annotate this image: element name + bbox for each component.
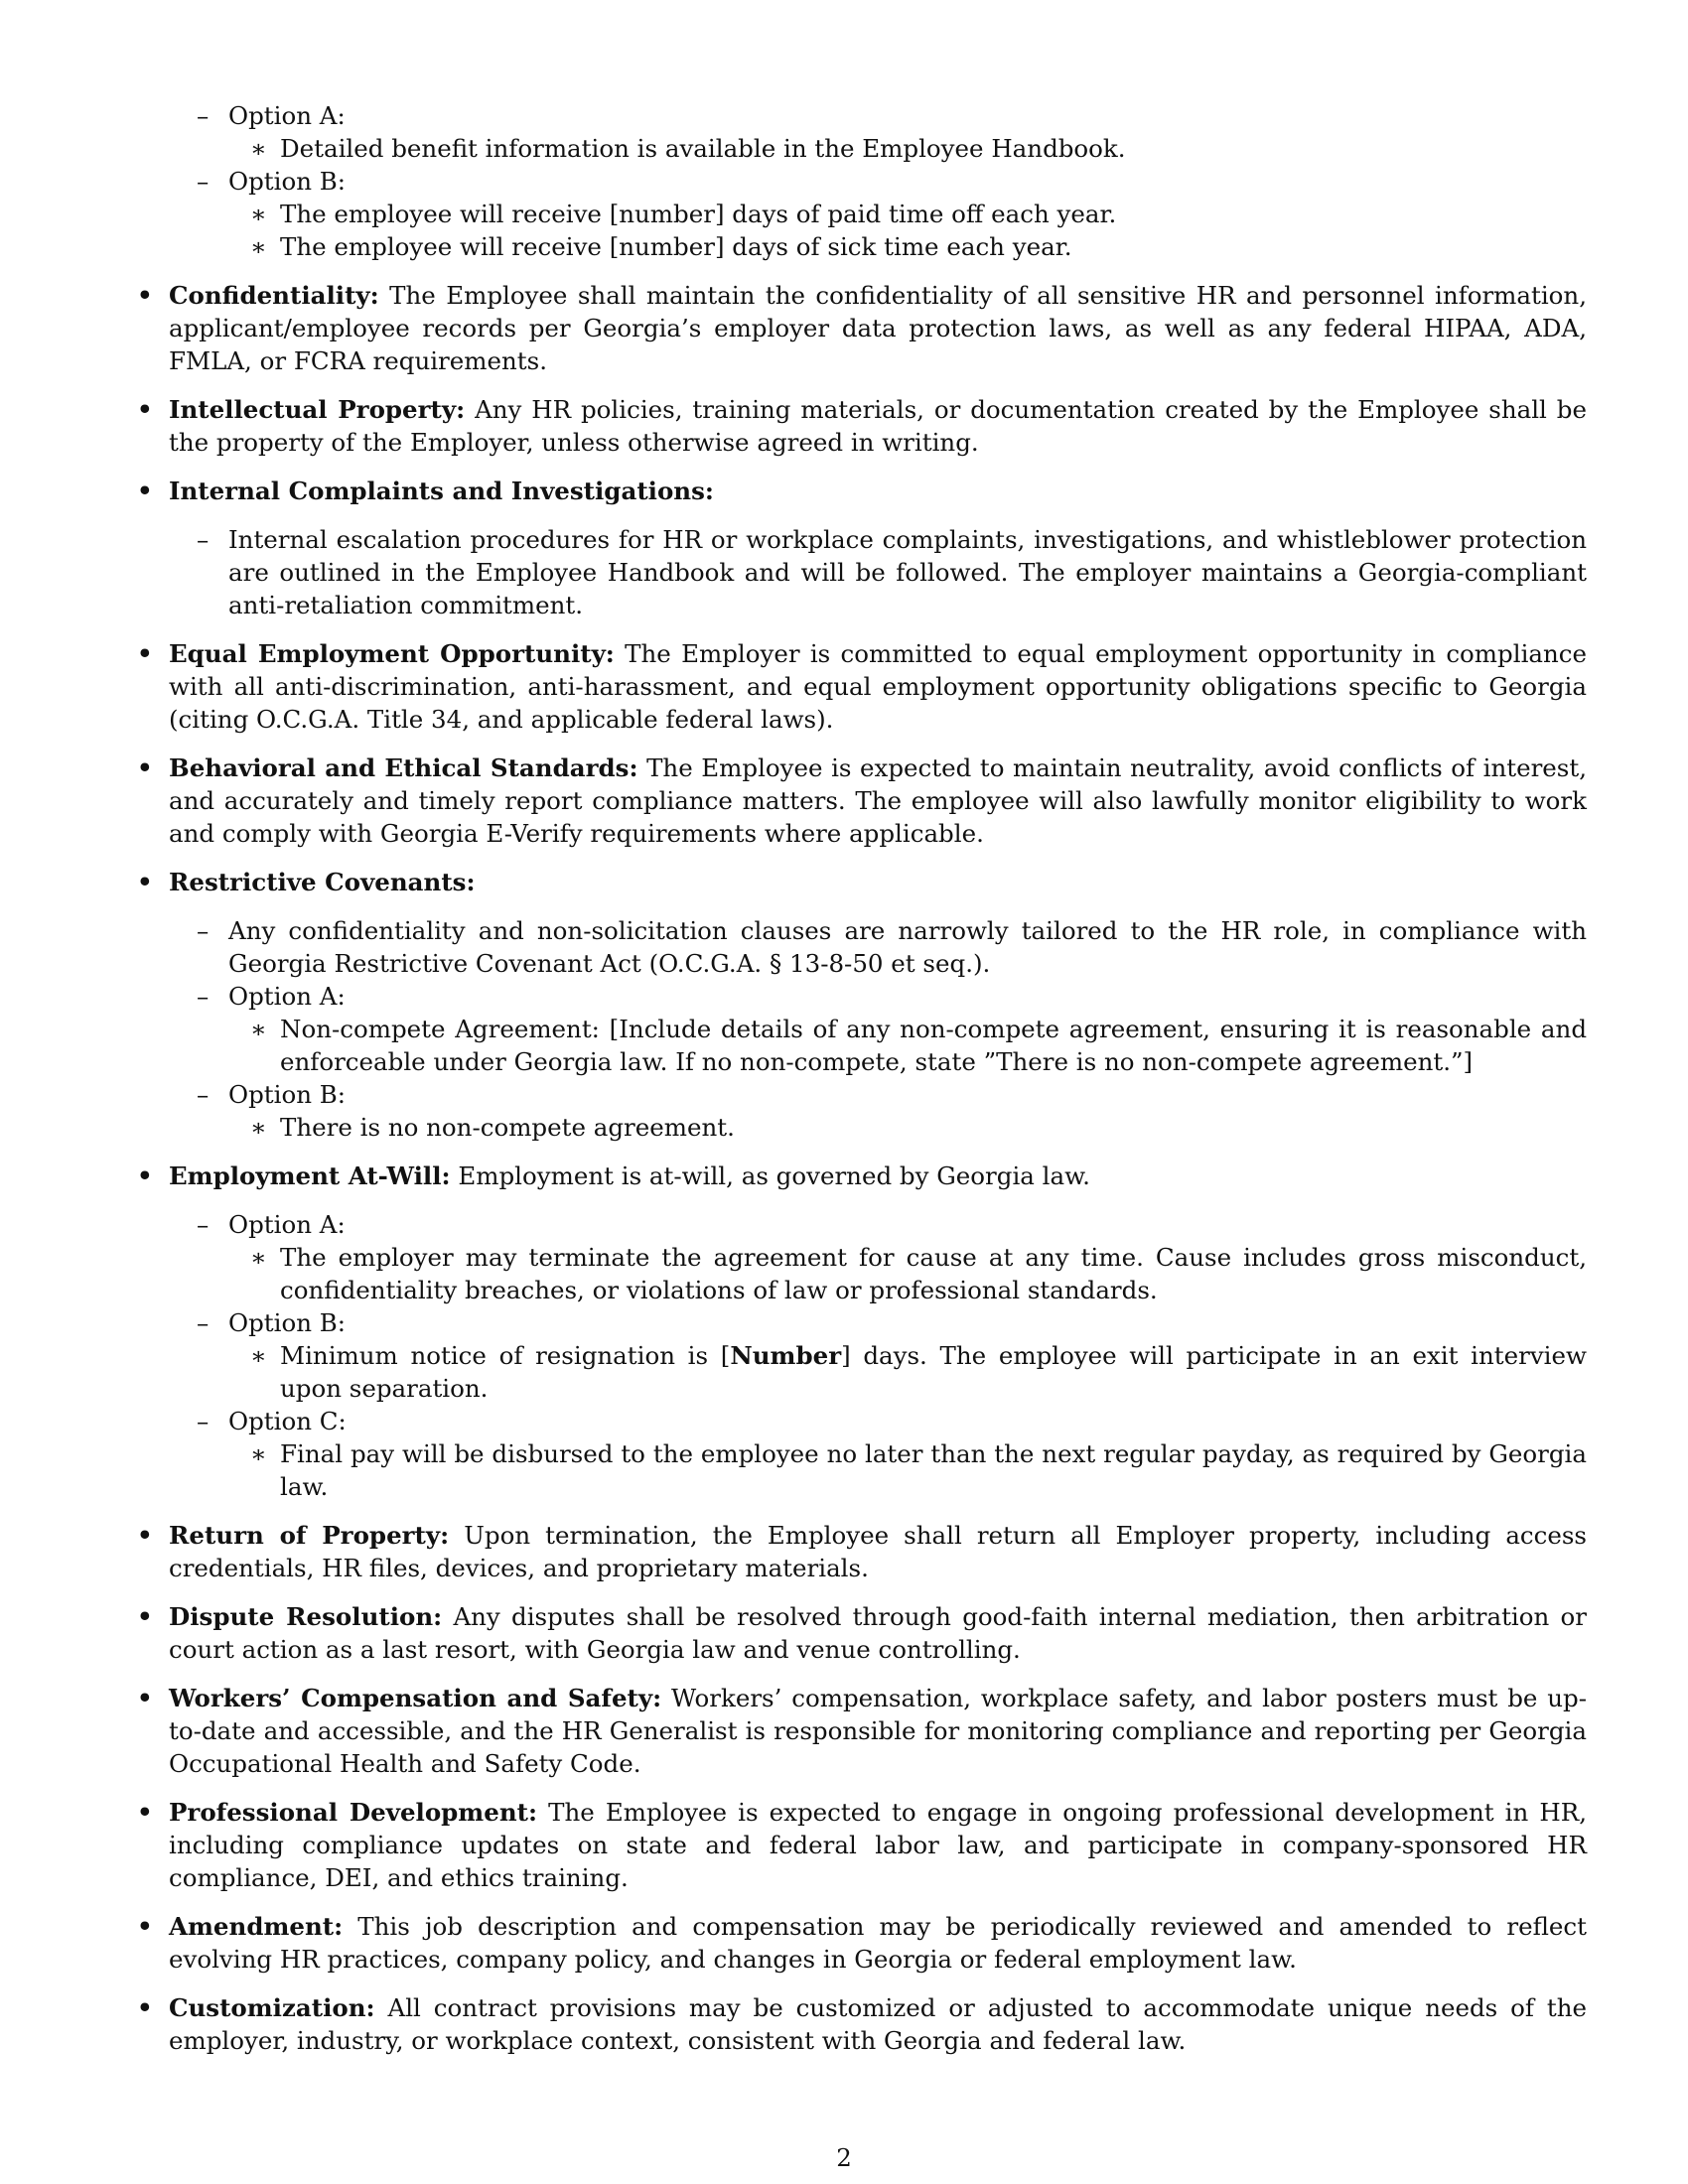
return-of-property-clause: • Return of Property: Upon termination, the Employee shall return all Employer property, including access credentials, HR files, devices, and proprietary materials.: [137, 1521, 1588, 1582]
bullet-marker: •: [137, 639, 153, 668]
customization-clause: • Customization: All contract provisions may be customized or adjusted to accommodate unique needs of the employer, industry, or workplace context, consistent with Georgia and federal law.: [137, 1993, 1587, 2055]
dash-marker: –: [197, 1210, 210, 1239]
at-will-clause: • Employment At-Will: Employment is at-will, as governed by Georgia law. – Option A: ∗ The employer may terminate the agreement for cause at any time. Cause includes gross misconduct, confidentiality breaches, or violations of law or professional standards. – Option B: ∗ Minimum notice of resignation is [Number] days. The employee will participate in an exit interview upon separation. – Option C: ∗ Final pay will be disbursed to the employee no later than the next regular payday, as required by Georgia law.: [137, 1161, 1587, 1501]
option-b-item: ∗ The employee will receive [number] days of paid time off each year.: [250, 200, 1117, 228]
restrictive-covenants-clause: • Restrictive Covenants: – Any confidentiality and non-solicitation clauses are narrowly tailored to the HR role, in compliance with Georgia Restrictive Covenant Act (O.C.G.A. § 13-8-50 et seq.). – Option A: ∗ Non-compete Agreement: [Include details of any non-compete agreement, ensuring it is reasonable and enforceable under Georgia law. If no non-compete, state ”There is no non-compete agreement.”] – Option B: ∗ There is no non-compete agreement.: [137, 868, 1587, 1142]
bullet-marker: •: [137, 1993, 153, 2022]
bullet-marker: •: [137, 1912, 153, 1941]
dash-marker: –: [197, 916, 210, 945]
amendment-clause: • Amendment: This job description and compensation may be periodically reviewed and amended to reflect evolving HR practices, company policy, and changes in Georgia or federal employment law.: [137, 1912, 1587, 1974]
bullet-marker: •: [137, 281, 153, 310]
option-b-item: ∗ The employee will receive [number] days of sick time each year.: [250, 232, 1072, 261]
star-marker: ∗: [250, 134, 267, 163]
star-marker: ∗: [250, 1015, 267, 1043]
bullet-marker: •: [137, 1521, 153, 1550]
dispute-resolution-clause: • Dispute Resolution: Any disputes shall be resolved through good-faith internal mediation, then arbitration or court action as a last resort, with Georgia law and venue controlling.: [137, 1602, 1587, 1664]
dash-marker: –: [197, 525, 210, 554]
benefits-options: [137, 99, 1587, 263]
dash-marker: –: [197, 982, 210, 1011]
bullet-marker: •: [137, 1798, 153, 1827]
complaints-sublist: [137, 523, 1587, 621]
bullet-marker: •: [137, 1602, 153, 1631]
restrictive-sublist: [137, 914, 1587, 1144]
star-marker: ∗: [250, 232, 267, 261]
option-c: – Option C:: [197, 1407, 347, 1435]
dash-marker: –: [197, 1308, 210, 1337]
bullet-marker: •: [137, 1684, 153, 1712]
option-b-item: ∗ There is no non-compete agreement.: [250, 1113, 735, 1142]
option-a: – Option A:: [197, 982, 346, 1011]
option-b: – Option B:: [197, 1080, 347, 1109]
option-c-item: ∗ Final pay will be disbursed to the employee no later than the next regular payday, as required by Georgia law.: [250, 1439, 1587, 1501]
bullet-marker: •: [137, 753, 153, 782]
bullet-marker: •: [137, 395, 153, 424]
page-number: 2: [836, 2143, 852, 2172]
bullet-marker: •: [137, 868, 153, 896]
workers-compensation-clause: • Workers’ Compensation and Safety: Workers’ compensation, workplace safety, and labor posters must be up-to-date and accessible, and the HR Generalist is responsible for monitoring compliance and reporting per Georgia Occupational Health and Safety Code.: [137, 1684, 1588, 1778]
option-a: – Option A:: [197, 1210, 346, 1239]
option-a-item: ∗ Detailed benefit information is available in the Employee Handbook.: [250, 134, 1126, 163]
option-a-item: ∗ The employer may terminate the agreement for cause at any time. Cause includes gross misconduct, confidentiality breaches, or violations of law or professional standards.: [250, 1243, 1587, 1304]
complaints-clause: • Internal Complaints and Investigations: – Internal escalation procedures for HR or workplace complaints, investigations, and whistleblower protection are outlined in the Employee Handbook and will be followed. The employer maintains a Georgia-compliant anti-retaliation commitment.: [137, 477, 1587, 619]
dash-marker: –: [197, 167, 210, 196]
at-will-sublist: [137, 1208, 1587, 1503]
dash-marker: –: [197, 1407, 210, 1435]
star-marker: ∗: [250, 1243, 267, 1272]
complaints-subitem: – Internal escalation procedures for HR or workplace complaints, investigations, and whistleblower protection are outlined in the Employee Handbook and will be followed. The employer maintains a Georgia-compliant anti-retaliation commitment.: [197, 525, 1587, 619]
eeo-clause: • Equal Employment Opportunity: The Employer is committed to equal employment opportunity in compliance with all anti-discrimination, anti-harassment, and equal employment opportunity obligations specific to Georgia (citing O.C.G.A. Title 34, and applicable federal laws).: [137, 639, 1588, 734]
confidentiality-clause: • Confidentiality: The Employee shall maintain the confidentiality of all sensitive HR and personnel information, applicant/employee records per Georgia’s employer data protection laws, as well as any federal HIPAA, ADA, FMLA, or FCRA requirements.: [137, 281, 1587, 375]
bullet-marker: •: [137, 477, 153, 505]
star-marker: ∗: [250, 1439, 267, 1468]
dash-marker: –: [197, 101, 210, 130]
behavioral-standards-clause: • Behavioral and Ethical Standards: The Employee is expected to maintain neutrality, avoid conflicts of interest, and accurately and timely report compliance matters. The employee will also lawfully monitor eligibility to work and comply with Georgia E-Verify requirements where applicable.: [137, 753, 1588, 848]
option-a-item: ∗ Non-compete Agreement: [Include details of any non-compete agreement, ensuring it is reasonable and enforceable under Georgia law. If no non-compete, state ”There is no non-compete agreement.”]: [250, 1015, 1587, 1076]
option-a: – Option A:: [197, 101, 346, 130]
restrictive-subitem: – Any confidentiality and non-solicitation clauses are narrowly tailored to the HR role, in compliance with Georgia Restrictive Covenant Act (O.C.G.A. § 13-8-50 et seq.).: [197, 916, 1587, 978]
option-b-item: ∗ Minimum notice of resignation is [Number] days. The employee will participate in an exit interview upon separation.: [250, 1341, 1587, 1403]
option-b: – Option B:: [197, 167, 347, 196]
dash-marker: –: [197, 1080, 210, 1109]
star-marker: ∗: [250, 1341, 267, 1370]
intellectual-property-clause: • Intellectual Property: Any HR policies, training materials, or documentation created by the Employee shall be the property of the Employer, unless otherwise agreed in writing.: [137, 395, 1587, 457]
document-content: [137, 99, 1587, 2057]
option-b: – Option B:: [197, 1308, 347, 1337]
bullet-marker: •: [137, 1161, 153, 1190]
professional-development-clause: • Professional Development: The Employee is expected to engage in ongoing professional development in HR, including compliance updates on state and federal labor law, and participate in company-sponsored HR compliance, DEI, and ethics training.: [137, 1798, 1587, 1892]
star-marker: ∗: [250, 200, 267, 228]
star-marker: ∗: [250, 1113, 267, 1142]
